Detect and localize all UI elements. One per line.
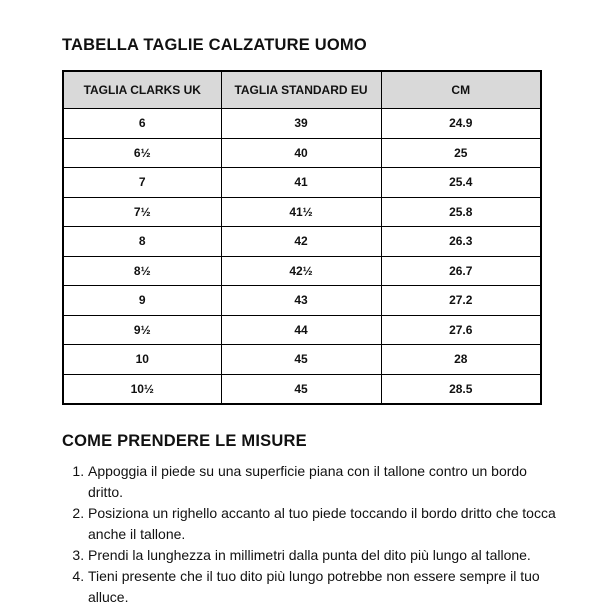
table-cell: 27.2 xyxy=(381,286,541,316)
column-header: TAGLIA STANDARD EU xyxy=(221,71,381,109)
table-cell: 8½ xyxy=(63,256,221,286)
section-heading: COME PRENDERE LE MISURE xyxy=(62,432,307,450)
table-header-row xyxy=(63,71,541,109)
table-cell: 27.6 xyxy=(381,315,541,345)
table-row xyxy=(63,227,541,257)
table-cell: 10½ xyxy=(63,374,221,404)
table-row xyxy=(63,168,541,198)
table-cell: 7 xyxy=(63,168,221,198)
table-cell: 24.9 xyxy=(381,109,541,139)
table-cell: 6½ xyxy=(63,138,221,168)
table-cell: 45 xyxy=(221,374,381,404)
size-table xyxy=(62,70,542,405)
table-cell: 9½ xyxy=(63,315,221,345)
table-cell: 6 xyxy=(63,109,221,139)
column-header: TAGLIA CLARKS UK xyxy=(63,71,221,109)
table-cell: 44 xyxy=(221,315,381,345)
instruction-item: 2. Posiziona un righello accanto al tuo piede toccando il bordo dritto che tocca anche il tallone. xyxy=(88,503,564,545)
table-cell: 39 xyxy=(221,109,381,139)
table-cell: 26.7 xyxy=(381,256,541,286)
table-row xyxy=(63,109,541,139)
table-row xyxy=(63,138,541,168)
table-cell: 25.4 xyxy=(381,168,541,198)
table-cell: 42½ xyxy=(221,256,381,286)
table-cell: 7½ xyxy=(63,197,221,227)
table-row xyxy=(63,286,541,316)
column-header: CM xyxy=(381,71,541,109)
instruction-item: 3. Prendi la lunghezza in millimetri dalla punta del dito più lungo al tallone. xyxy=(88,545,564,566)
instruction-item: 1. Appoggia il piede su una superficie piana con il tallone contro un bordo dritto. xyxy=(88,461,564,503)
table-cell: 42 xyxy=(221,227,381,257)
table-cell: 28.5 xyxy=(381,374,541,404)
table-cell: 41 xyxy=(221,168,381,198)
table-cell: 25.8 xyxy=(381,197,541,227)
table-row xyxy=(63,345,541,375)
table-cell: 26.3 xyxy=(381,227,541,257)
table-cell: 25 xyxy=(381,138,541,168)
table-row xyxy=(63,197,541,227)
page-title: TABELLA TAGLIE CALZATURE UOMO xyxy=(62,36,367,54)
instructions-list xyxy=(62,461,564,608)
table-cell: 45 xyxy=(221,345,381,375)
table-cell: 9 xyxy=(63,286,221,316)
table-row xyxy=(63,256,541,286)
table-row xyxy=(63,315,541,345)
table-cell: 41½ xyxy=(221,197,381,227)
table-cell: 10 xyxy=(63,345,221,375)
table-cell: 8 xyxy=(63,227,221,257)
table-body xyxy=(63,109,541,405)
table-row xyxy=(63,374,541,404)
instruction-item: 4. Tieni presente che il tuo dito più lungo potrebbe non essere sempre il tuo alluce. xyxy=(88,566,564,608)
table-cell: 43 xyxy=(221,286,381,316)
table-cell: 28 xyxy=(381,345,541,375)
table-cell: 40 xyxy=(221,138,381,168)
